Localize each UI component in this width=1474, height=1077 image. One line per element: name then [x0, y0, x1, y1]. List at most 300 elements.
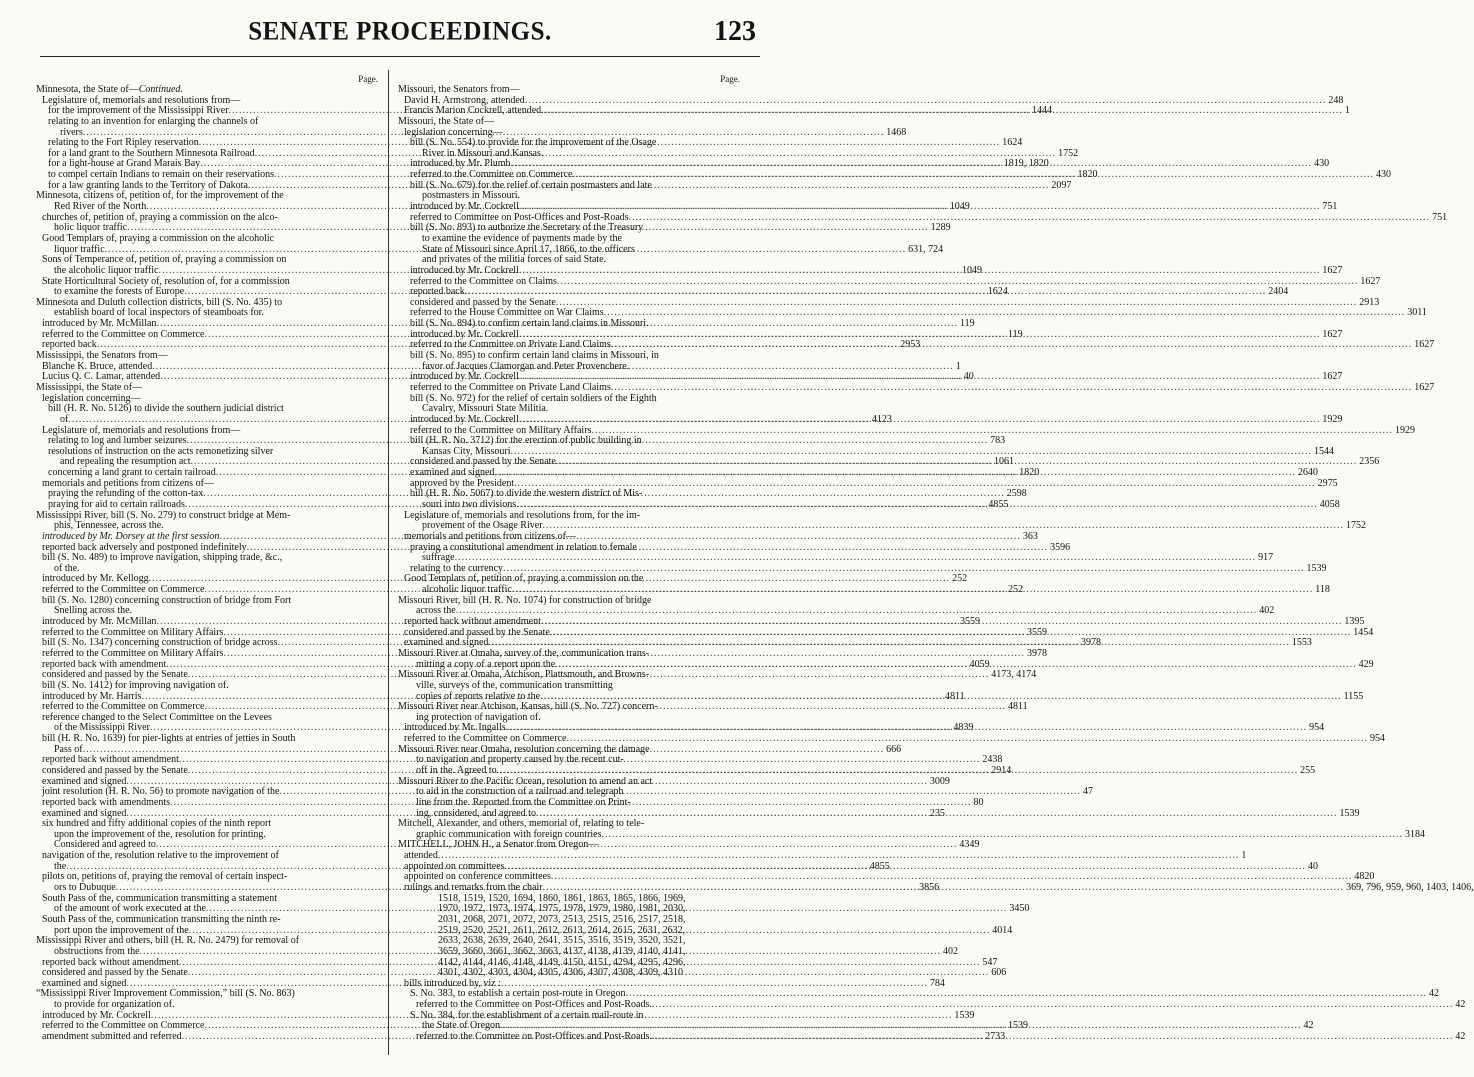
page-reference: 3559: [1026, 626, 1047, 638]
index-entry-label: Snelling across the.: [54, 605, 133, 617]
index-entry-label: referred to the Committee on Commerce: [42, 701, 205, 713]
page-reference: 255: [1300, 765, 1316, 776]
index-entry-label: reported back: [410, 286, 465, 298]
index-entry-label: Francis Marion Cockrell, attended: [404, 105, 542, 117]
index-entry-label: bill (H. R. No. 1639) for pier-lights at entries of jetties in South: [42, 733, 296, 745]
page-reference: 1820: [1019, 467, 1040, 479]
page-reference: 1539: [954, 1009, 975, 1021]
index-entry-label: phis, Tennessee, across the.: [54, 520, 164, 532]
index-entry-label: State Horticultural Society of, resolution of, for a commission: [42, 275, 290, 287]
page-reference: 1: [955, 360, 961, 372]
index-entry-label: favor of Jacques Clamorgan and Peter Provenchere.: [422, 360, 630, 372]
page-reference: 751: [1432, 211, 1448, 223]
page-reference: 1624: [1002, 137, 1023, 149]
index-entry-label: legislation concerning—: [42, 392, 141, 404]
dot-leader: [541, 106, 1343, 117]
index-entry-label: introduced by Mr. McMillan: [42, 616, 157, 628]
index-entry-label: concerning a land grant to certain railroad: [48, 467, 216, 479]
index-entry-label: referred to the Committee on Military Affairs: [42, 626, 224, 638]
index-entry-label: introduced by Mr. Ingalls: [404, 722, 506, 734]
index-entry-label: examined and signed: [42, 775, 127, 787]
page-reference: 1544: [1314, 445, 1335, 457]
page-number: 123: [714, 16, 756, 47]
dot-leader: [519, 415, 1321, 426]
index-entry-label: port upon the improvement of the: [54, 924, 189, 936]
page-reference: 402: [943, 945, 959, 957]
index-entry-label: introduced by Mr. Harris: [42, 690, 142, 702]
page-reference: 2953: [900, 339, 921, 351]
dot-leader: [611, 340, 1413, 351]
index-entry-label: navigation of the, resolution relative to the improvement of: [42, 850, 279, 862]
page-reference: 666: [886, 743, 902, 755]
page-reference: 2404: [1268, 286, 1289, 298]
page-header: [40, 16, 760, 57]
page-column-label: Page.: [720, 74, 740, 84]
index-entry-label: obstructions from the: [54, 945, 140, 957]
page-reference: 2733: [985, 1031, 1006, 1043]
index-entry-label: bill (H. R. No. 5126) to divide the southern judicial district: [48, 403, 284, 415]
dot-leader: [591, 426, 1393, 437]
index-entry-italic: Continued.: [138, 84, 183, 95]
page-reference: 42: [1455, 1031, 1466, 1043]
index-entry-label: Missouri River to the Pacific Ocean, resolution to amend an act: [398, 775, 653, 787]
index-entry-label: relating to the Fort Ripley reservation: [48, 137, 199, 149]
index-entry-label: considered and passed by the Senate: [42, 669, 188, 681]
index-entry-label: Missouri River at Omaha, Atchison, Plattsmouth, and Browns-: [398, 669, 650, 681]
page-reference: 2975: [1317, 477, 1338, 489]
page-reference: 631, 724: [908, 243, 944, 255]
dot-leader: [540, 692, 1342, 703]
index-entry-label: mitting a copy of a report upon the: [416, 658, 556, 670]
page-reference: 119: [959, 318, 975, 330]
page-reference: 42: [1429, 988, 1440, 1000]
dot-leader: [652, 1032, 1454, 1043]
index-entry-label: for the improvement of the Mississippi River: [48, 105, 229, 117]
index-entry-label: Legislature of, memorials and resolutions from—: [42, 94, 241, 106]
index-entry-label: Considered and agreed to: [54, 839, 156, 851]
index-entry-label: Legislature of, memorials and resolutions from—: [42, 424, 241, 436]
index-entry-label: examined and signed: [42, 807, 127, 819]
index-entry-label: Minnesota and Duluth collection districts, bill (S. No. 435) to: [36, 296, 283, 308]
index-entry-label: bill (S. No. 1280) concerning construction of bridge from Fort: [42, 594, 292, 606]
index-entry-label: Mississippi River and others, bill (H. R. No. 2479) for removal of: [36, 935, 300, 947]
page-reference: 606: [991, 967, 1007, 979]
page-reference: 2356: [1359, 456, 1380, 468]
page-reference: 429: [1358, 658, 1374, 670]
index-entry-label: bill (S. No. 489) to improve navigation, shipping trade, &c.,: [42, 552, 283, 564]
index-entry-label: “Mississippi River Improvement Commission,” bill (S. No. 863): [36, 988, 295, 1000]
dot-leader: [611, 383, 1413, 394]
page-reference: 954: [1369, 733, 1385, 745]
page-title: SENATE PROCEEDINGS.: [248, 17, 552, 46]
index-entry-label: bill (H. R. No. 3712) for the erection of public building in: [410, 435, 642, 447]
page-reference: 4349: [959, 839, 980, 851]
index-entry-label: to examine the evidence of payments made by the: [422, 232, 622, 244]
index-entry-label: referred to the Committee on Military Affairs: [42, 647, 224, 659]
page-reference: 3450: [1009, 903, 1030, 915]
page-reference: 3596: [1050, 541, 1071, 553]
index-entry-label: memorials and petitions from citizens of—: [404, 530, 576, 542]
index-entry-label: relating to log and lumber seizures: [48, 435, 187, 447]
index-entry-label: memorials and petitions from citizens of—: [42, 477, 214, 489]
index-entry-label: Blanche K. Bruce, attended: [42, 360, 153, 372]
page-reference: 3009: [929, 775, 950, 787]
index-entry-label: and repealing the resumption act: [60, 456, 191, 468]
page-reference: 40: [963, 371, 974, 383]
index-entry-label: South Pass of the, communication transmitting the ninth re-: [42, 913, 281, 925]
index-entry-text: [416, 1032, 652, 1043]
index-entry-label: Missouri River at Omaha, survey of the, communication trans-: [398, 647, 650, 659]
index-entry-label: referred to the Committee on Post-Offices and Post-Roads.: [416, 999, 652, 1011]
index-entry-label: across the: [416, 605, 456, 617]
index-entry-label: holic liquor traffic: [54, 222, 128, 234]
index-entry-label: legislation concerning—: [404, 126, 503, 138]
index-entry-label: Kansas City, Missouri: [422, 445, 511, 457]
index-entry-label: referred to the Committee on Commerce: [42, 1020, 205, 1032]
index-entry-label: to examine the forests of Europe: [54, 286, 185, 298]
index-entry-label: to aid in the construction of a railroad and telegraph: [416, 786, 624, 798]
page-reference: 1049: [949, 201, 970, 213]
index-entry-label: amendment submitted and referred: [42, 1031, 182, 1043]
index-entry-label: introduced by Mr. Cockrell: [42, 1009, 151, 1021]
page-reference: 4820: [1354, 871, 1375, 883]
index-entry-label: introduced by Mr. Cockrell: [410, 413, 519, 425]
index-entry-label: bill (S. No. 895) to confirm certain land claims in Missouri, in: [410, 350, 659, 362]
index-entry-label: reported back: [42, 339, 97, 351]
dot-leader: [652, 1000, 1454, 1011]
page-reference: 1468: [886, 126, 907, 138]
page-reference: 1155: [1343, 690, 1364, 702]
index-entry-label: approved by the President: [410, 477, 515, 489]
page-reference: 363: [1022, 530, 1038, 542]
page-reference: 4173, 4174: [991, 669, 1037, 681]
page-reference: 1395: [1344, 616, 1365, 628]
page-reference: 42: [1455, 999, 1466, 1011]
index-entry-label: line from the. Reported from the Committee on Print-: [416, 796, 631, 808]
index-entry-label: bill (S. No. 893) to authorize the Secretary of the Treasury: [410, 222, 644, 234]
page-reference: 1: [1241, 850, 1247, 862]
page-reference: 1539: [1007, 1020, 1028, 1032]
index-entry-label: referred to the Committee on Commerce: [404, 733, 567, 745]
index-entry: [36, 553, 378, 564]
index-entry-label: to navigation and property caused by the recent cut-: [416, 754, 624, 766]
index-entry-label: of the amount of work executed at the: [54, 903, 206, 915]
index-entry-label: referred to the Committee on Post-Offices and Post-Roads.: [416, 1031, 652, 1043]
index-entry-label: introduced by Mr. Cockrell: [410, 201, 519, 213]
index-entry-label: Mississippi, the Senators from—: [36, 350, 168, 362]
page-reference: 118: [1315, 584, 1330, 596]
index-entry-label: introduced by Mr. McMillan: [42, 318, 157, 330]
index-entry-label: Good Templars of, petition of, praying a commission on the: [404, 573, 644, 585]
index-entry-label: considered and passed by the Senate: [404, 626, 550, 638]
index-entry-label: referred to Committee on Post-Offices and Post-Roads: [410, 211, 629, 223]
index-entry-label: David H. Armstrong, attended: [404, 94, 525, 106]
dot-leader: [543, 521, 1345, 532]
index-entry-label: referred to the Committee on Claims: [410, 275, 557, 287]
page-reference: 1454: [1353, 626, 1374, 638]
index-entry-label: 4142, 4144, 4146, 4148, 4149, 4150, 4151, 4294, 4295, 4296,: [438, 956, 686, 968]
index-entry-label: Mississippi River, bill (S. No. 279) to construct bridge at Mem-: [36, 509, 291, 521]
page-reference: 3184: [1405, 828, 1426, 840]
index-entry-label: churches of, petition of, praying a commission on the alco-: [42, 211, 278, 223]
index-entry-label: for a law granting lands to the Territory of Dakota: [48, 179, 248, 191]
index-entry-label: Red River of the North: [54, 201, 147, 213]
index-entry-label: 1970, 1972, 1973, 1974, 1975, 1978, 1979, 1980, 1981, 2030,: [438, 903, 686, 915]
index-entry-label: to provide for organization of.: [54, 999, 175, 1011]
index-entry-label: suffrage: [422, 552, 455, 564]
index-entry-label: 2519, 2520, 2521, 2611, 2612, 2613, 2614, 2615, 2631, 2632,: [438, 924, 686, 936]
index-entry-label: rulings and remarks from the chair: [404, 882, 543, 894]
index-entry-label: bill (S. No. 679) for the relief of certain postmasters and late: [410, 179, 652, 191]
page-reference: 3856: [919, 882, 940, 894]
index-entry-label: Good Templars of, praying a commission on the alcoholic: [42, 232, 275, 244]
index-entry-label: considered and passed by the Senate: [42, 967, 188, 979]
index-entry-label: bill (S. No. 972) for the relief of certain soldiers of the Eighth: [410, 392, 657, 404]
dot-leader: [555, 660, 1357, 671]
index-entry-label: 2633, 2638, 2639, 2640, 2641, 3515, 3516, 3519, 3520, 3521,: [438, 935, 686, 947]
index-entry-label: introduced by Mr. Plumb: [410, 158, 511, 170]
page-reference: 4855: [869, 860, 890, 872]
index-entry-label: introduced by Mr. Cockrell: [410, 371, 519, 383]
page-reference: 235: [929, 807, 945, 819]
index-entry-label: of the.: [54, 562, 80, 574]
index-entry-label: liquor traffic: [54, 243, 105, 255]
page-reference: 1627: [1414, 381, 1435, 393]
index-entry-label: of the Mississippi River: [54, 722, 150, 734]
index-entry-label: bill (S. No. 894) to confirm certain land claims in Missouri.: [410, 318, 649, 330]
page-reference: 4014: [992, 924, 1013, 936]
page-reference: 954: [1309, 722, 1325, 734]
index-entry-label: the State of Oregon: [422, 1020, 501, 1032]
index-entry-label: reported back adversely and postponed indefinitely: [42, 541, 247, 553]
page-reference: 1627: [1414, 339, 1435, 351]
index-entry-label: Lucius Q. C. Lamar, attended: [42, 371, 161, 383]
index-entry-label: postmasters in Missouri.: [422, 190, 521, 202]
page-reference: 4855: [988, 498, 1009, 510]
page-reference: 1627: [1322, 264, 1343, 276]
page-reference: 4058: [1319, 498, 1340, 510]
index-entry-label: bill (H. R. No. 5067) to divide the western district of Mis-: [410, 488, 643, 500]
page-reference: 119: [1007, 328, 1023, 340]
page-reference: 784: [929, 977, 945, 989]
page-reference: 1624: [987, 286, 1008, 298]
page-reference: 1289: [930, 222, 951, 234]
index-entry-label: reported back without amendment: [404, 616, 541, 628]
index-entry-label: off in the. Agreed to: [416, 765, 497, 776]
index-entry-label: referred to the Committee on Military Affairs: [410, 424, 592, 436]
page-reference: 430: [1375, 169, 1391, 181]
index-entry-label: reported back without amendment: [42, 754, 179, 766]
index-entry-label: praying the refunding of the cotton-tax: [48, 488, 204, 500]
index-entry-label: introduced by Mr. Kellogg: [42, 573, 149, 585]
page-reference: 4811: [944, 690, 965, 702]
page-reference: 1820: [1077, 169, 1098, 181]
index-entry-label: 2031, 2068, 2071, 2072, 2073, 2513, 2515, 2516, 2517, 2518,: [438, 913, 686, 925]
index-entry-label: rivers: [60, 126, 83, 138]
page-reference: 2914: [991, 765, 1012, 776]
index-entry-label: 1518, 1519, 1520, 1694, 1860, 1861, 1863, 1865, 1866, 1969,: [438, 892, 686, 904]
page-reference: 42: [1303, 1020, 1314, 1032]
page-reference: 248: [1328, 94, 1344, 106]
index-entry-label: resolutions of instruction on the acts remonetizing silver: [48, 445, 274, 457]
index-entry-label: ing protection of navigation of.: [416, 711, 541, 723]
index-entry-label: Missouri, the Senators from—: [398, 84, 520, 95]
index-entry-label: provement of the Osage River: [422, 520, 543, 532]
page-reference: 3011: [1407, 307, 1427, 319]
page-reference: 1752: [1346, 520, 1367, 532]
index-entry-label: River in Missouri and Kansas.: [422, 147, 544, 159]
index-entry-label: alcoholic liquor traffic: [422, 584, 512, 596]
index-entry-label: souri into two divisions: [422, 498, 517, 510]
index-entry-label: bills introduced by, viz :: [404, 977, 501, 989]
index-entry-label: Cavalry, Missouri State Militia.: [422, 403, 549, 415]
page-reference: 4059: [969, 658, 990, 670]
page-reference: 2598: [1006, 488, 1027, 500]
index-entry-label: Minnesota, the State of—: [36, 84, 139, 95]
index-entry-label: Mississippi, the State of—: [36, 381, 143, 393]
page-reference: 4123: [871, 413, 892, 425]
index-entry-label: the: [54, 860, 67, 872]
index-entry-label: South Pass of the, communication transmitting a statement: [42, 892, 277, 904]
index-entry-label: attended: [404, 850, 438, 862]
page-reference: 3978: [1081, 637, 1102, 649]
page-reference: 80: [973, 796, 984, 808]
index-entry-label: State of Missouri since April 17, 1866, to the officers: [422, 243, 635, 255]
page-reference: 1553: [1291, 637, 1312, 649]
index-entry-label: pilots on, petitions of, praying the removal of certain inspect-: [42, 871, 288, 883]
index-entry-label: joint resolution (H. R. No. 56) to promote navigation of the: [42, 786, 280, 798]
page-reference: 2438: [982, 754, 1003, 766]
index-entry-label: S. No. 383, to establish a certain post-route in Oregon: [410, 988, 626, 1000]
page-reference: 1627: [1360, 275, 1381, 287]
dot-leader: [536, 809, 1338, 820]
dot-leader: [519, 266, 1321, 277]
page-reference: 4839: [953, 722, 974, 734]
index-entry-label: praying for aid to certain railroads: [48, 498, 185, 510]
index-entry-label: bill (S. No. 554) to provide for the improvement of the Osage: [410, 137, 657, 149]
page-reference: 751: [1322, 201, 1338, 213]
page-reference: 1061: [994, 456, 1015, 468]
index-entry-label: ing, considered, and agreed to: [416, 807, 536, 819]
index-entry-label: for a light-house at Grand Marais Bay: [48, 158, 201, 170]
index-entry-label: appointed on conference committees: [404, 871, 551, 883]
page-reference: 2640: [1297, 467, 1318, 479]
page-reference: 1539: [1306, 562, 1327, 574]
page-reference: 1819, 1820: [1003, 158, 1049, 170]
index-entry-label: Legislature of, memorials and resolutions from, for the im-: [404, 509, 641, 521]
index-entry-label: Missouri River, bill (H. R. No. 1074) for construction of bridge: [398, 594, 652, 606]
index-entry-label: Missouri River near Omaha, resolution concerning the damage: [398, 743, 650, 755]
index-entry-label: considered and passed by the Senate: [410, 456, 556, 468]
index-entry-label: examined and signed: [404, 637, 489, 649]
index-entry-label: considered and passed by the Senate: [410, 296, 556, 308]
index-entry-label: referred to the Committee on Private Land Claims: [410, 339, 611, 351]
page-reference: 1752: [1058, 147, 1079, 159]
dot-leader: [566, 734, 1368, 745]
index-entry-label: Sons of Temperance of, petition of, praying a commission on: [42, 254, 287, 266]
index-entry-label: MITCHELL, JOHN H., a Senator from Oregon—: [398, 839, 599, 851]
index-entry-label: introduced by Mr. Cockrell: [410, 328, 519, 340]
index-entry-label: establish board of local inspectors of steamboats for.: [54, 307, 264, 319]
index-entry-label: for a land grant to the Southern Minnesota Railroad: [48, 147, 255, 159]
index-entry-label: examined and signed: [42, 977, 127, 989]
index-entry-label: bill (S. No. 1412) for improving navigation of.: [42, 679, 229, 691]
index-entry: [36, 117, 378, 128]
index-entry-label: relating to the currency: [410, 562, 504, 574]
page-reference: 430: [1314, 158, 1330, 170]
page-reference: 1049: [962, 264, 982, 276]
page-reference: 4811: [1007, 701, 1028, 713]
index-entry-label: referred to the Committee on Private Land Claims: [410, 381, 611, 393]
index-entry-italic: introduced by Mr. Dorsey at the first session: [42, 530, 220, 542]
index-entry-label: referred to the Committee on Commerce: [42, 584, 205, 596]
index-entry-label: introduced by Mr. Cockrell: [410, 264, 519, 276]
index-entry-label: reference changed to the Select Committee on the Levees: [42, 711, 272, 723]
dot-leader: [629, 213, 1431, 224]
page-reference: 1627: [1322, 328, 1343, 340]
page-reference: 1444: [1032, 105, 1053, 117]
index-entry-label: bill (S. No. 1347) concerning construction of bridge across: [42, 637, 278, 649]
page-reference: 783: [990, 435, 1006, 447]
page-reference: 1929: [1322, 413, 1343, 425]
index-entry-label: praying a constitutional amendment in relation to female: [410, 541, 637, 553]
page-reference: 1929: [1394, 424, 1415, 436]
index-entry-label: six hundred and fifty additional copies of the ninth report: [42, 818, 272, 830]
index-entry-label: Pass of: [54, 743, 83, 755]
index-entry-label: Mitchell, Alexander, and others, memorial of, relating to tele-: [398, 818, 645, 830]
page-reference: 1539: [1339, 807, 1360, 819]
column-divider: [388, 70, 389, 1055]
page-reference: 2097: [1051, 179, 1072, 191]
index-entry-label: ors to Dubuque: [54, 882, 116, 894]
page-reference: 40: [1308, 860, 1319, 872]
index-entry-label: of: [60, 413, 69, 425]
page-reference: 252: [1007, 584, 1023, 596]
page-reference: 3559: [959, 616, 980, 628]
index-entry-label: reported back with amendment: [42, 658, 167, 670]
page-reference: 1: [1344, 105, 1350, 117]
page-reference: 547: [982, 956, 998, 968]
index-entry-label: to compel certain Indians to remain on their reservations: [48, 169, 275, 181]
page-reference: 252: [952, 573, 968, 585]
index-entry-label: referred to the Committee on Commerce: [410, 169, 573, 181]
page-column-label: Page.: [358, 74, 378, 84]
index-entry-label: upon the improvement of the, resolution for printing.: [54, 828, 266, 840]
index-entry-label: reported back without amendment: [42, 956, 179, 968]
page-reference: 402: [1259, 605, 1275, 617]
index-entry-label: reported back with amendments: [42, 796, 171, 808]
index-entry-label: considered and passed by the Senate: [42, 765, 188, 776]
index-entry-label: relating to an invention for enlarging the channels of: [48, 115, 259, 127]
index-entry-label: 4301, 4302, 4303, 4304, 4305, 4306, 4307, 4308, 4309, 4310: [438, 967, 683, 979]
index-entry-label: appointed on committees: [404, 860, 505, 872]
dot-leader: [602, 830, 1404, 841]
dot-leader: [604, 308, 1406, 319]
index-entry-label: and privates of the militia forces of said State.: [422, 254, 607, 266]
index-entry-label: copies of reports relative to the: [416, 690, 541, 702]
index-entry-label: Minnesota, citizens of, petition of, for the improvement of the: [36, 190, 284, 202]
index-entry-label: Missouri River near Atchison, Kansas, bill (S. No. 727) concern-: [398, 701, 658, 713]
index-entry-label: referred to the House Committee on War Claims: [410, 307, 604, 319]
index-entry-label: S. No. 384, for the establishment of a certain mail-route in: [410, 1009, 644, 1021]
index-entry-label: graphic communication with foreign countries: [416, 828, 602, 840]
page-reference: 369, 796, 959, 960, 1403, 1406,: [1346, 882, 1474, 894]
index-entry-label: ville, surveys of the, communication transmitting: [416, 679, 613, 691]
page-reference: 1627: [1322, 371, 1343, 383]
index-entry-label: referred to the Committee on Commerce: [42, 328, 205, 340]
index-entry-text: [42, 1032, 182, 1043]
page-reference: 3978: [1026, 647, 1047, 659]
